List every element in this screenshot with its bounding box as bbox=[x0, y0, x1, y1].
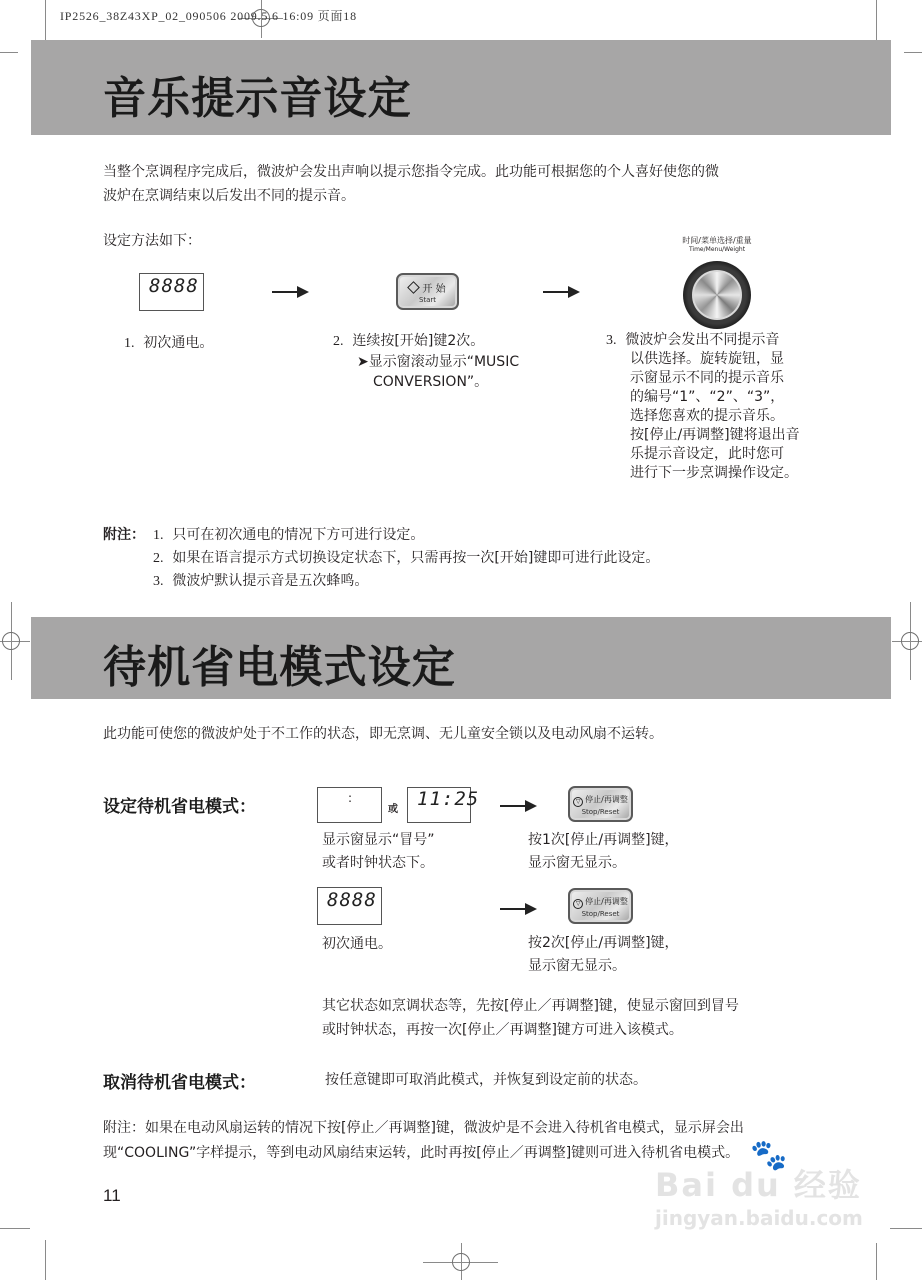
print-slug: IP2526_38Z43XP_02_090506 2009.5.6 16:09 页面18 bbox=[60, 9, 357, 23]
page-number: 11 bbox=[103, 1186, 121, 1205]
other-state-text: 其它状态如烹调状态等，先按[停止／再调整]键，使显示窗回到冒号 或时钟状态，再按一次[停止／再调整]键方可进入该模式。 bbox=[322, 998, 739, 1038]
section-title: 音乐提示音设定 bbox=[103, 73, 412, 124]
arrow-icon bbox=[272, 291, 306, 293]
crop-mark bbox=[876, 1243, 877, 1280]
section-banner-music-alert bbox=[31, 40, 891, 135]
start-diamond-icon bbox=[408, 281, 421, 294]
display-digits: 8888 bbox=[149, 275, 199, 297]
step-2: 2. 连续按[开始]键2次。 ➤显示窗滚动显示“MUSIC CONVERSION”。 bbox=[333, 333, 520, 390]
registration-mark-icon bbox=[452, 1253, 470, 1271]
knob-label: 时间/菜单选择/重量 Time/Menu/Weight bbox=[682, 236, 752, 253]
arrow-icon bbox=[500, 805, 534, 807]
crop-mark bbox=[876, 0, 877, 40]
display-window-colon: : bbox=[317, 787, 382, 823]
registration-mark-icon bbox=[901, 632, 919, 650]
crop-mark bbox=[904, 52, 922, 53]
section-banner-standby-mode bbox=[31, 617, 891, 699]
row2-right-text: 按2次[停止/再调整]键， 显示窗无显示。 bbox=[528, 935, 679, 974]
arrow-icon bbox=[543, 291, 577, 293]
cancel-standby-label: 取消待机省电模式： bbox=[103, 1073, 256, 1093]
step-3: 3. 微波炉会发出不同提示音 以供选择。旋转旋钮，显 示窗显示不同的提示音乐 的编号“1”、“2”、“3”， 选择您喜欢的提示音乐。 按[停止/再调整]键将退出音 乐提示音设定，此时您可 进行下一步烹调操作设定。 bbox=[606, 332, 800, 481]
cancel-standby-text: 按任意键即可取消此模式，并恢复到设定前的状态。 bbox=[325, 1072, 647, 1088]
section-title: 待机省电模式设定 bbox=[103, 642, 456, 693]
crop-mark bbox=[0, 1228, 30, 1229]
display-window: 8888 bbox=[317, 887, 382, 925]
crop-mark bbox=[45, 0, 46, 40]
baidu-watermark: 🐾 Bai du 经验 jingyan.baidu.com bbox=[655, 1138, 863, 1230]
or-label: 或 bbox=[388, 804, 398, 815]
time-menu-weight-knob[interactable] bbox=[683, 261, 751, 329]
notes-block: 附注： 1. 只可在初次通电的情况下方可进行设定。 2. 如果在语言提示方式切换设定状态下，只需再按一次[开始]键即可进行此设定。 3. 微波炉默认提示音是五次蜂鸣。 bbox=[103, 527, 660, 589]
baidu-paw-icon: 🐾 bbox=[750, 1138, 788, 1173]
section-intro: 当整个烹调程序完成后，微波炉会发出声响以提示您指令完成。此功能可根据您的个人喜好使您的微 波炉在烹调结束以后发出不同的提示音。 bbox=[103, 164, 719, 204]
row1-right-text: 按1次[停止/再调整]键， 显示窗无显示。 bbox=[528, 832, 679, 871]
arrow-icon bbox=[500, 908, 534, 910]
knob-dial-icon bbox=[692, 270, 742, 320]
stop-icon: ▽ bbox=[573, 797, 583, 807]
crop-mark bbox=[890, 1228, 922, 1229]
stop-reset-button[interactable]: ▽ 停止/再调整 Stop/Reset bbox=[568, 786, 633, 822]
display-window bbox=[139, 273, 204, 311]
display-window-clock: 11:25 bbox=[407, 787, 471, 823]
section-intro: 此功能可使您的微波炉处于不工作的状态，即无烹调、无儿童安全锁以及电动风扇不运转。 bbox=[103, 726, 663, 742]
crop-mark bbox=[45, 1240, 46, 1280]
set-standby-label: 设定待机省电模式： bbox=[103, 797, 256, 817]
footnote: 附注：如果在电动风扇运转的情况下按[停止／再调整]键，微波炉是不会进入待机省电模式，显示屏会出 现“COOLING”字样提示，等到电动风扇结束运转，此时再按[停止／再调整]键则可进入待机省电模式。 bbox=[103, 1120, 744, 1161]
stop-icon: ▽ bbox=[573, 899, 583, 909]
step-1: 1. 初次通电。 bbox=[124, 335, 214, 351]
registration-mark-icon bbox=[2, 632, 20, 650]
method-label: 设定方法如下： bbox=[103, 233, 201, 249]
row2-left-text: 初次通电。 bbox=[322, 936, 392, 952]
crop-mark bbox=[0, 52, 18, 53]
row1-left-text: 显示窗显示“冒号” 或者时钟状态下。 bbox=[322, 832, 435, 871]
stop-reset-button[interactable]: ▽ 停止/再调整 Stop/Reset bbox=[568, 888, 633, 924]
start-button[interactable]: 开 始 Start bbox=[396, 273, 459, 310]
